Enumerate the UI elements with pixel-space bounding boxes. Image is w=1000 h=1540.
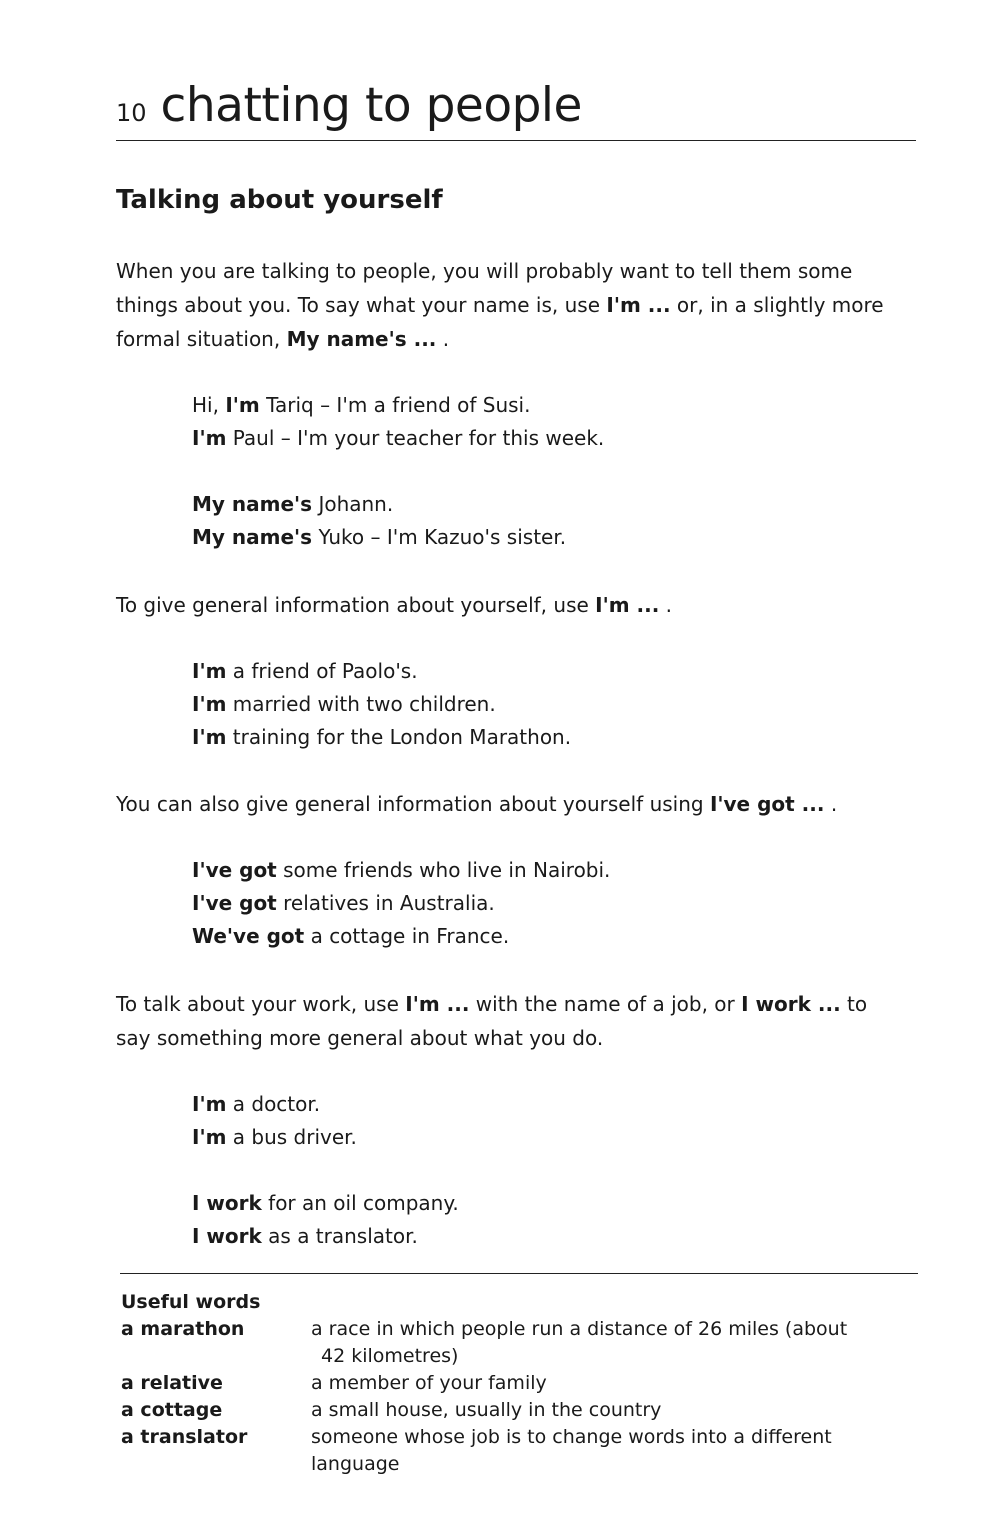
got-info-paragraph: You can also give general information about yourself using I've got ... .	[116, 792, 838, 816]
general-info-paragraph: To give general information about yourself, use I'm ... .	[116, 593, 673, 617]
glossary-row	[121, 1397, 931, 1424]
glossary-term: a relative	[121, 1372, 223, 1394]
example-line: I'm married with two children.	[192, 692, 496, 716]
example-line: We've got a cottage in France.	[192, 924, 510, 948]
glossary-term: a cottage	[121, 1399, 223, 1421]
header-divider	[116, 140, 916, 141]
work-info-paragraph: To talk about your work, use I'm ... with the name of a job, or I work ... to say something more general about what you do.	[116, 992, 868, 1050]
example-line: I'm a friend of Paolo's.	[192, 659, 418, 683]
example-line: I'm Paul – I'm your teacher for this week.	[192, 426, 605, 450]
glossary-definition: a small house, usually in the country	[311, 1399, 662, 1421]
example-line: My name's Yuko – I'm Kazuo's sister.	[192, 525, 567, 549]
chapter-header	[116, 78, 582, 133]
example-line: I'm training for the London Marathon.	[192, 725, 572, 749]
glossary-row	[121, 1316, 931, 1370]
example-list-job	[192, 1088, 357, 1154]
example-line: I work for an oil company.	[192, 1191, 459, 1215]
useful-words-box	[121, 1289, 931, 1478]
example-line: I've got some friends who live in Nairobi.	[192, 858, 611, 882]
glossary-term: a translator	[121, 1426, 248, 1448]
intro-paragraph: When you are talking to people, you will probably want to tell them some things about you. To say what your name is, use I'm ... or, in a slightly more formal situation, My name's ... .	[116, 259, 884, 351]
glossary-definition: someone whose job is to change words into a different language	[311, 1426, 832, 1475]
glossary-row	[121, 1424, 931, 1478]
chapter-title: chatting to people	[160, 78, 582, 133]
example-line: I'm a bus driver.	[192, 1125, 357, 1149]
glossary-row	[121, 1370, 931, 1397]
glossary-definition: a race in which people run a distance of 26 miles (about 42 kilometres)	[311, 1318, 848, 1367]
example-list-name-b	[192, 488, 566, 554]
glossary-definition: a member of your family	[311, 1372, 547, 1394]
example-list-general	[192, 655, 571, 754]
useful-words-title: Useful words	[121, 1291, 261, 1313]
example-line: My name's Johann.	[192, 492, 394, 516]
section-heading: Talking about yourself	[116, 185, 443, 215]
example-list-name-a	[192, 389, 604, 455]
example-line: I've got relatives in Australia.	[192, 891, 495, 915]
example-line: Hi, I'm Tariq – I'm a friend of Susi.	[192, 393, 531, 417]
example-line: I work as a translator.	[192, 1224, 418, 1248]
glossary-term: a marathon	[121, 1318, 245, 1340]
example-list-work	[192, 1187, 459, 1253]
example-list-got	[192, 854, 610, 953]
chapter-number: 10	[116, 99, 147, 127]
example-line: I'm a doctor.	[192, 1092, 321, 1116]
useful-words-divider	[120, 1273, 918, 1274]
